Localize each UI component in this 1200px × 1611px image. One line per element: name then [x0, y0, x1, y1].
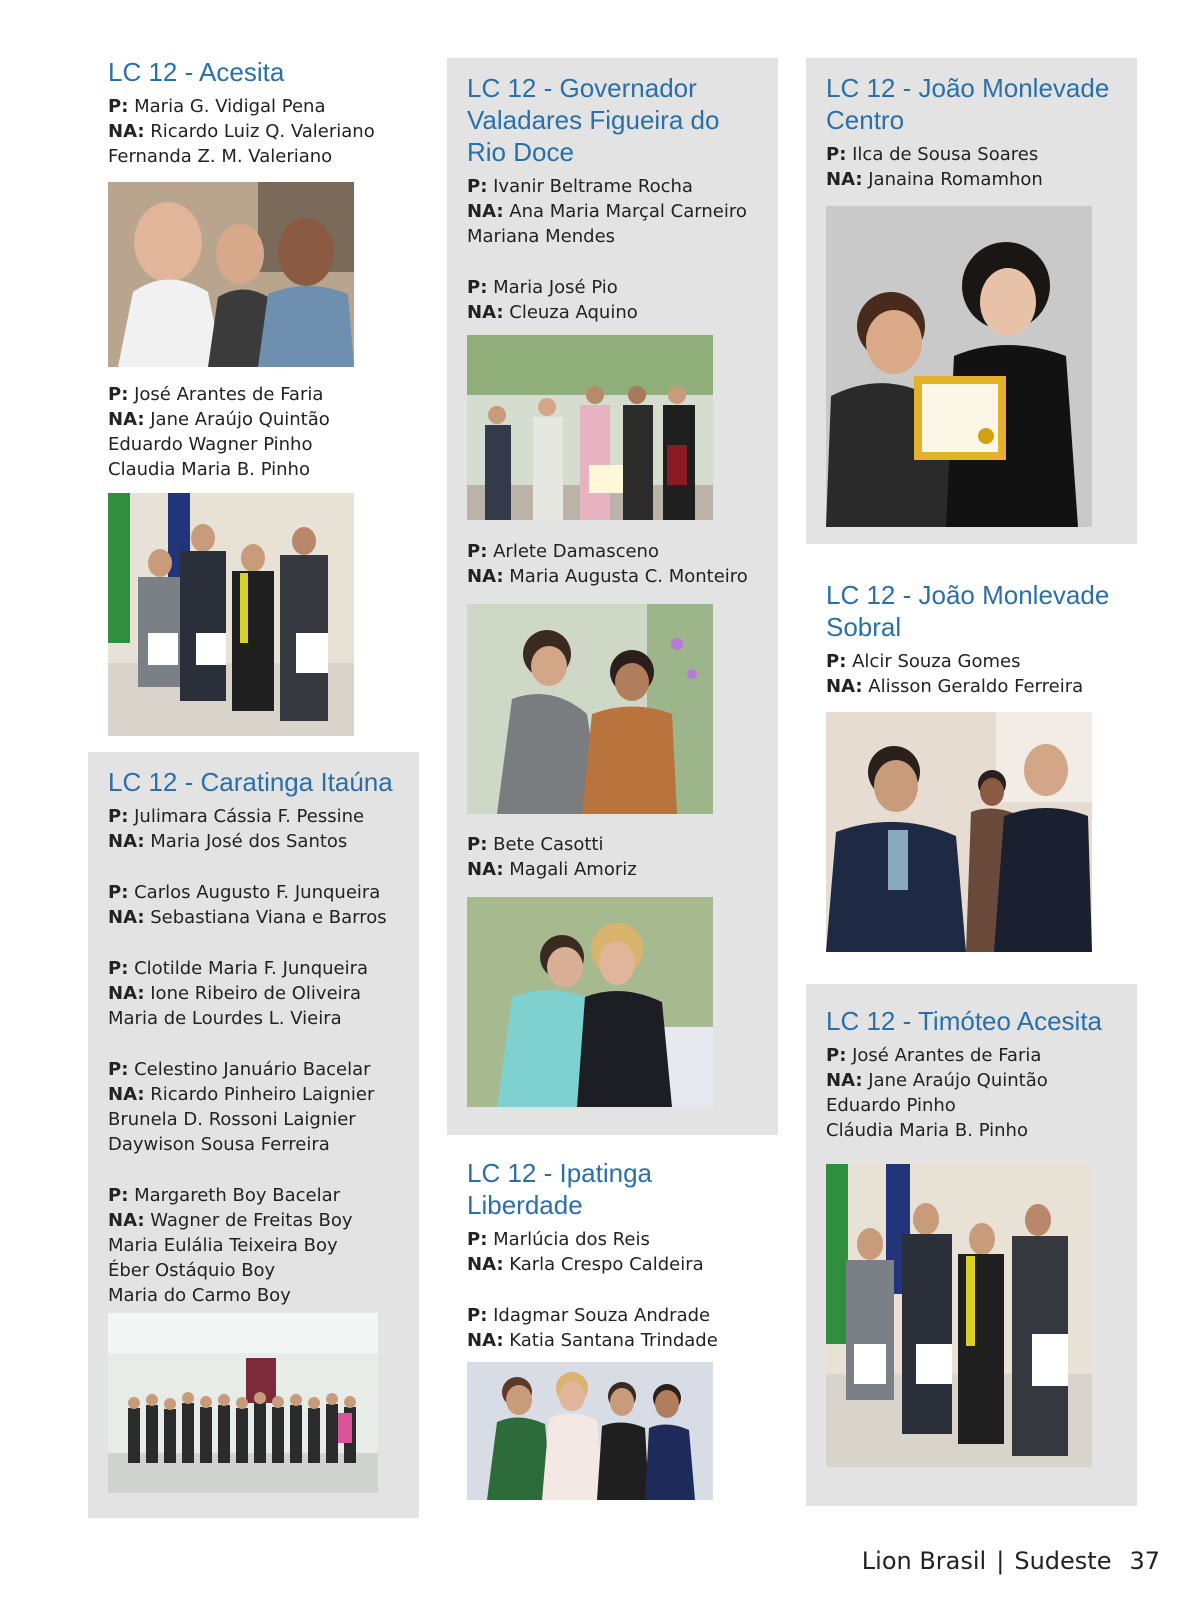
entry-line: P: Clotilde Maria F. Junqueira — [108, 958, 369, 979]
entry-line: NA: Ricardo Pinheiro Laignier — [108, 1084, 375, 1105]
entry-line: NA: Cleuza Aquino — [467, 302, 638, 323]
entry-line: P: Bete Casotti — [467, 834, 604, 855]
entry-line: NA: Ana Maria Marçal Carneiro — [467, 201, 747, 222]
entry-line: P: Margareth Boy Bacelar — [108, 1185, 340, 1206]
entry-line: P: Alcir Souza Gomes — [826, 651, 1021, 672]
section-governador-valadares — [467, 72, 767, 351]
section-title: LC 12 - Governador Valadares Figueira do Rio Doce — [467, 73, 720, 167]
entry-line: Eduardo Pinho — [826, 1095, 956, 1116]
section-acesita — [108, 56, 408, 195]
entry-line: NA: Maria Augusta C. Monteiro — [467, 566, 748, 587]
entry-line: NA: Magali Amoriz — [467, 859, 637, 880]
entry-line: P: Ivanir Beltrame Rocha — [467, 176, 693, 197]
page-number: 37 — [1129, 1547, 1160, 1575]
entry — [467, 832, 767, 882]
entry — [467, 1303, 767, 1353]
entry — [108, 956, 408, 1031]
publication-name: Lion Brasil — [861, 1547, 987, 1575]
section-timoteo-acesita — [826, 1005, 1126, 1169]
section-title: LC 12 - João Monlevade Sobral — [826, 580, 1110, 642]
entry-line: P: Marlúcia dos Reis — [467, 1229, 650, 1250]
entry-line: NA: Alisson Geraldo Ferreira — [826, 676, 1084, 697]
entry-line: Mariana Mendes — [467, 226, 616, 247]
entry — [826, 142, 1126, 192]
entry — [467, 275, 767, 325]
entry-line: NA: Sebastiana Viana e Barros — [108, 907, 387, 928]
section-caratinga-itauna — [108, 766, 408, 1334]
section-title: LC 12 - Caratinga Itaúna — [108, 767, 393, 797]
section-title: LC 12 - Ipatinga Liberdade — [467, 1158, 653, 1220]
entry — [108, 880, 408, 930]
photo-acesita-pin-ceremony — [108, 182, 354, 367]
entry-line: NA: Katia Santana Trindade — [467, 1330, 718, 1351]
photo-caratinga-group — [108, 1313, 378, 1493]
page-footer — [862, 1547, 1160, 1575]
entry-line: P: Maria José Pio — [467, 277, 618, 298]
entry-line: Fernanda Z. M. Valeriano — [108, 146, 333, 167]
entry — [467, 1227, 767, 1277]
entry-line: P: José Arantes de Faria — [826, 1045, 1042, 1066]
entry-line: Eduardo Wagner Pinho — [108, 434, 313, 455]
entry-line: Cláudia Maria B. Pinho — [826, 1120, 1028, 1141]
section-joao-monlevade-centro — [826, 72, 1126, 218]
section-acesita-entry-2 — [108, 382, 408, 508]
entry-line: NA: Maria José dos Santos — [108, 831, 348, 852]
entry-line: P: Celestino Januário Bacelar — [108, 1059, 371, 1080]
entry-line: P: Arlete Damasceno — [467, 541, 659, 562]
photo-gv-two-women — [467, 897, 713, 1107]
entry — [108, 382, 408, 482]
entry-line: NA: Wagner de Freitas Boy — [108, 1210, 353, 1231]
photo-gv-pin-ceremony — [467, 604, 713, 814]
entry-line: P: Julimara Cássia F. Pessine — [108, 806, 365, 827]
entry-line: Maria Eulália Teixeira Boy — [108, 1235, 338, 1256]
entry-line: P: José Arantes de Faria — [108, 384, 324, 405]
region-name: Sudeste — [1014, 1547, 1112, 1575]
entry-line: Maria de Lourdes L. Vieira — [108, 1008, 342, 1029]
entry-line: NA: Jane Araújo Quintão — [108, 409, 330, 430]
entry-line: Maria do Carmo Boy — [108, 1285, 291, 1306]
entry — [108, 1183, 408, 1308]
entry-line: Daywison Sousa Ferreira — [108, 1134, 330, 1155]
photo-acesita-group — [108, 493, 354, 736]
section-joao-monlevade-sobral — [826, 579, 1126, 725]
entry — [826, 649, 1126, 699]
entry-line: NA: Ricardo Luiz Q. Valeriano — [108, 121, 375, 142]
entry-line: NA: Karla Crespo Caldeira — [467, 1254, 704, 1275]
photo-jm-centro-certificate — [826, 206, 1092, 527]
entry-line: P: Idagmar Souza Andrade — [467, 1305, 711, 1326]
photo-jm-sobral-pin-ceremony — [826, 712, 1092, 952]
entry-line: NA: Janaina Romamhon — [826, 169, 1043, 190]
section-title: LC 12 - Timóteo Acesita — [826, 1006, 1103, 1036]
footer-separator: | — [996, 1547, 1005, 1575]
entry-line: P: Ilca de Sousa Soares — [826, 144, 1039, 165]
section-title: LC 12 - João Monlevade Centro — [826, 73, 1110, 135]
entry-line: Claudia Maria B. Pinho — [108, 459, 310, 480]
entry-line: NA: Jane Araújo Quintão — [826, 1070, 1048, 1091]
entry — [467, 539, 767, 589]
entry — [467, 174, 767, 249]
entry-line: NA: Ione Ribeiro de Oliveira — [108, 983, 362, 1004]
entry — [108, 804, 408, 854]
entry-line: Brunela D. Rossoni Laignier — [108, 1109, 356, 1130]
entry — [108, 94, 408, 169]
entry-line: P: Maria G. Vidigal Pena — [108, 96, 326, 117]
section-title: LC 12 - Acesita — [108, 57, 285, 87]
photo-ipatinga-group — [467, 1362, 713, 1500]
entry-line: P: Carlos Augusto F. Junqueira — [108, 882, 381, 903]
photo-gv-group — [467, 335, 713, 520]
entry-line: Éber Ostáquio Boy — [108, 1260, 276, 1281]
section-ipatinga-liberdade — [467, 1157, 767, 1379]
photo-timoteo-group — [826, 1164, 1092, 1467]
entry — [826, 1043, 1126, 1143]
entry — [108, 1057, 408, 1157]
